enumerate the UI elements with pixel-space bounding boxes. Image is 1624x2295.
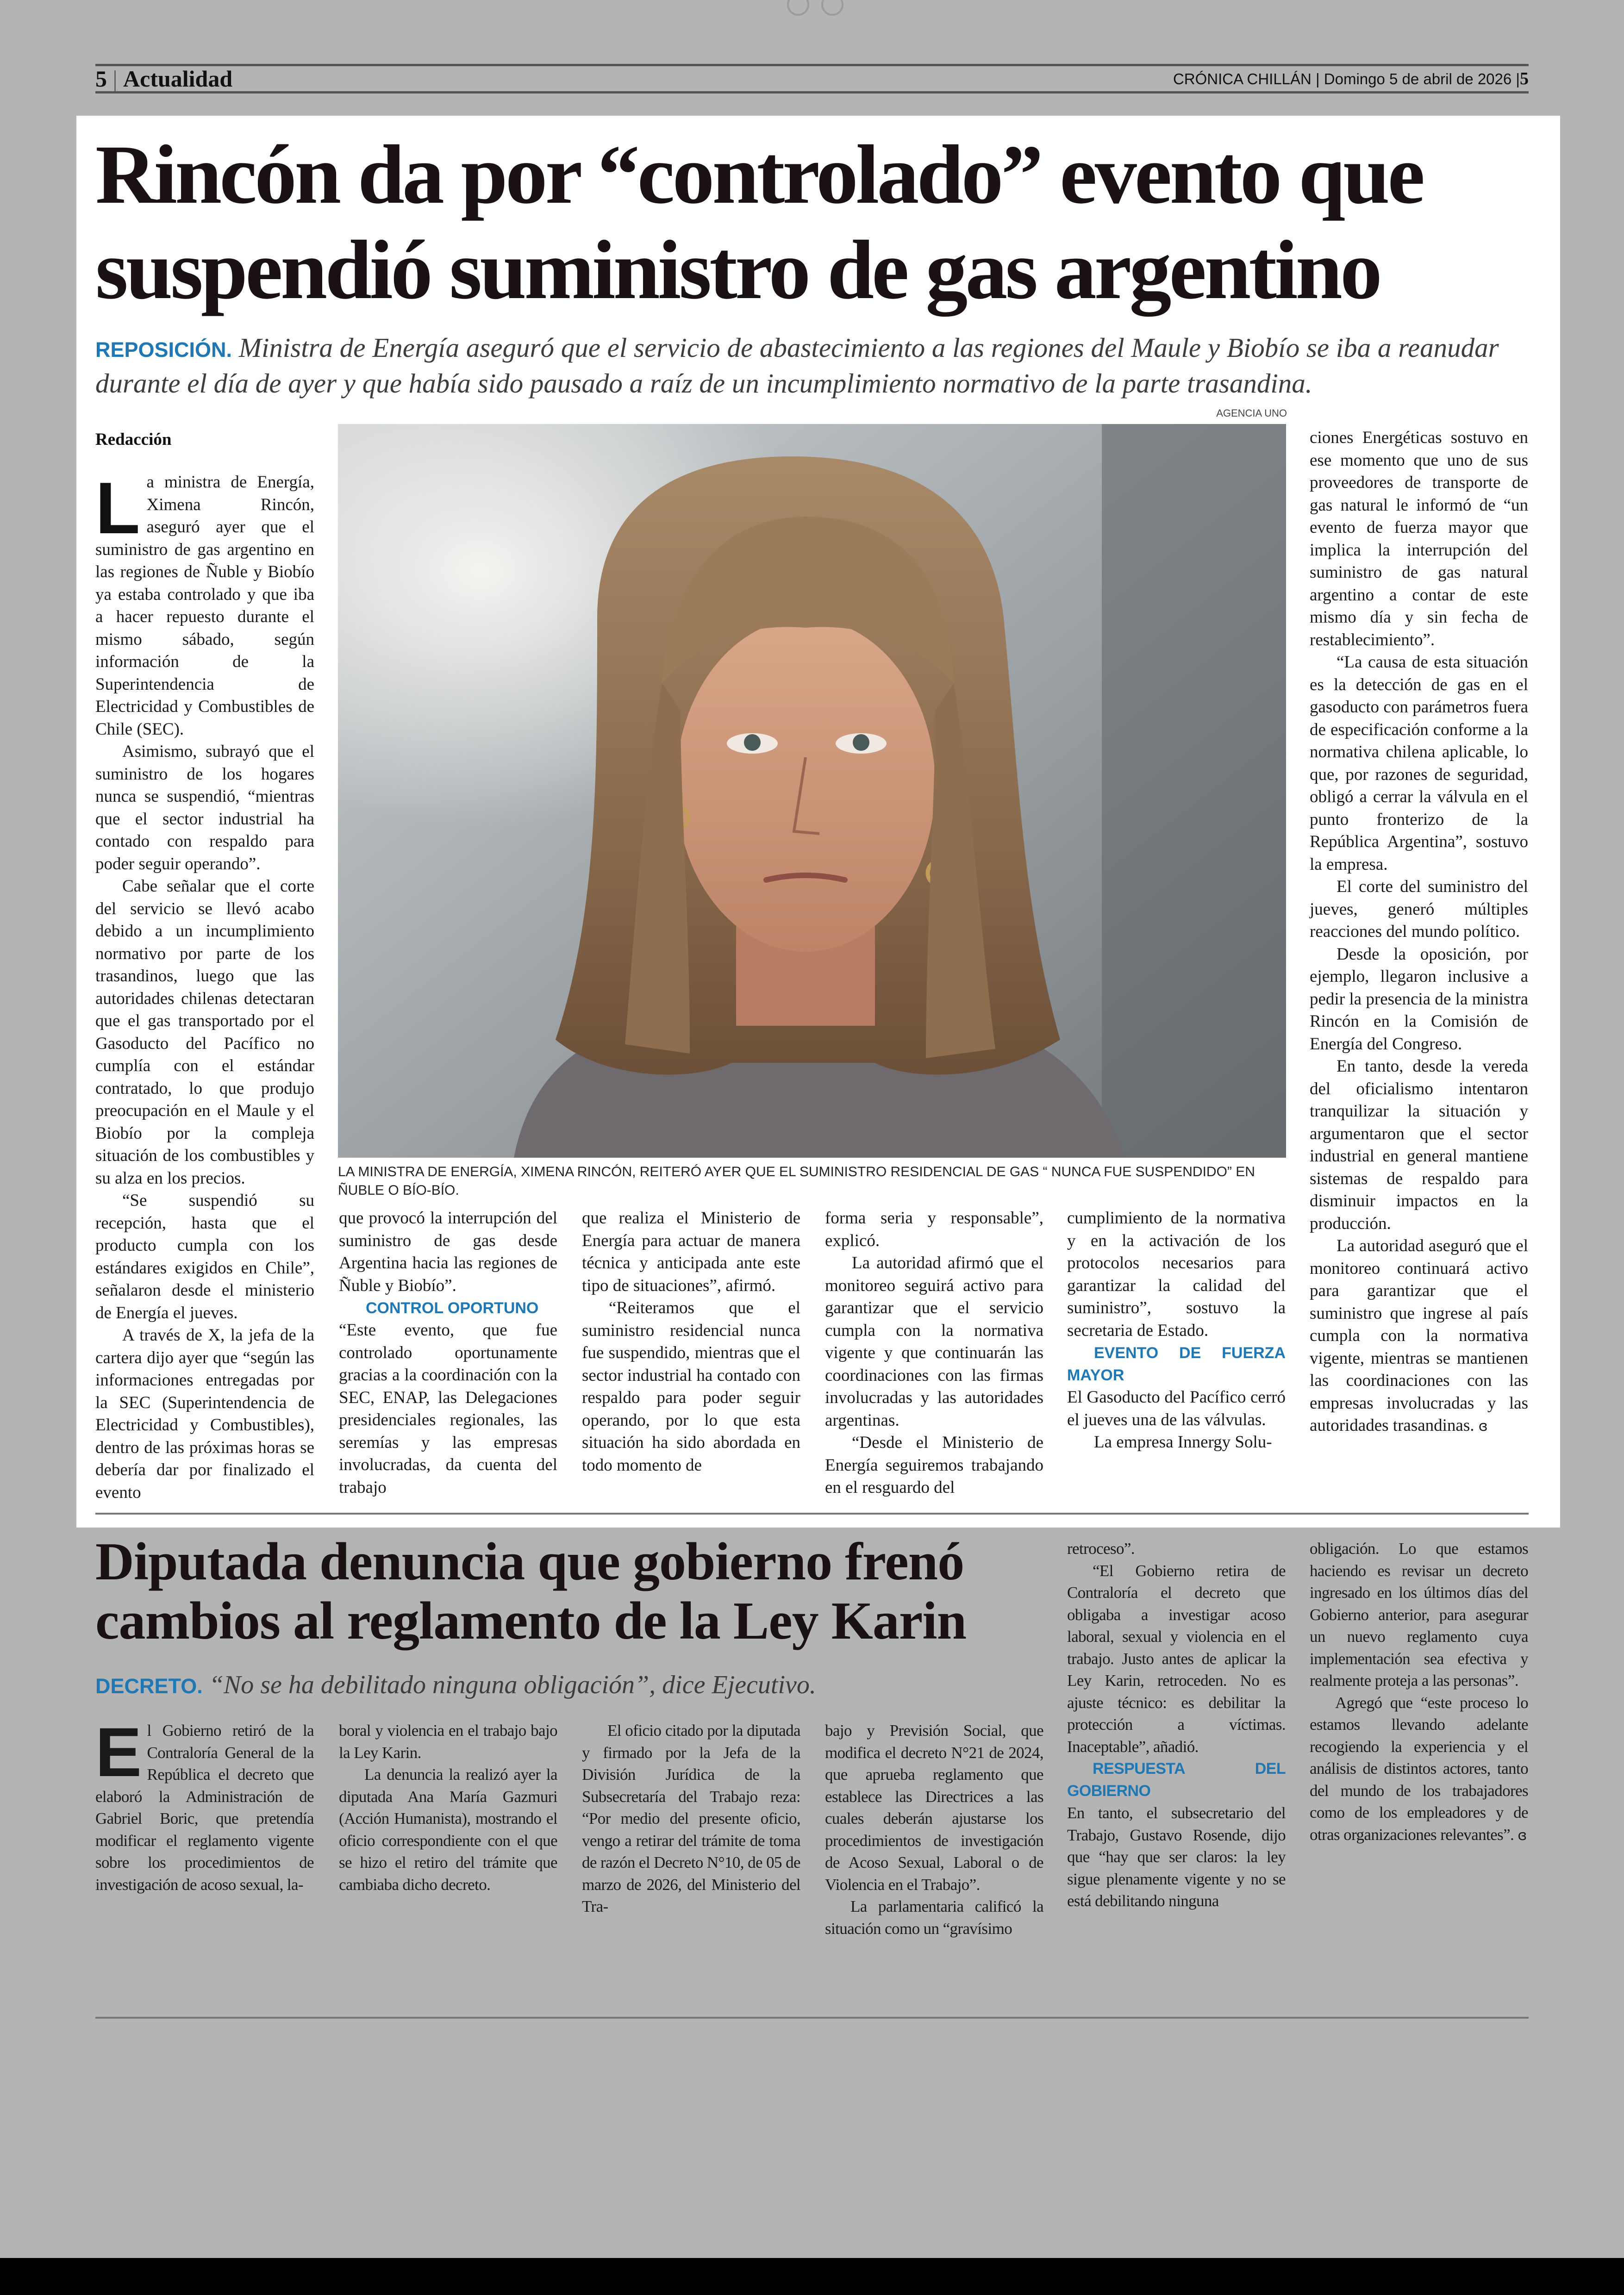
article-column-5 (1067, 1207, 1286, 1454)
article-column-6 (1310, 1538, 1528, 1846)
article-paragraph: “Se suspendió su recepción, hasta que el producto cumpla con los estándares exigidos en Chile”, señalaron desde el ministerio de Energía el jueves. (95, 1191, 314, 1322)
article-column-2 (339, 1720, 557, 1896)
article-paragraph: l Gobierno retiró de la Contraloría General de la República el decreto que elaboró la Administración de Gabriel Boric, que pretendía modificar el reglamento vigente sobre los procedimientos de investigación de acoso sexual, la- (95, 1721, 314, 1894)
article-paragraph: Desde la oposición, por ejemplo, llegaron inclusive a pedir la presencia de la ministra Rincón en la Comisión de Energía del Congreso. (1310, 944, 1528, 1054)
article-paragraph: Cabe señalar que el corte del servicio se llevó acabo debido a un incumplimiento normativo por parte de los trasandinos, luego que las autoridades chilenas detectaran que el gas transportado por el Gasoducto del Pacífico no cumplía con el estándar contratado, lo que produjo preocupación en el Maule y el Biobío por la compleja situación de los combustibles y su alza en los precios. (95, 877, 314, 1188)
drop-cap: E (95, 1713, 142, 1791)
article-paragraph: ciones Energéticas sostuvo en ese momento que uno de sus proveedores de transporte de gas natural le informó de “un evento de fuerza mayor que implica la interrupción del suministro de gas natural argentino a contar de este mismo día y sin fecha de restablecimiento”. (1310, 428, 1528, 649)
article-paragraph: Asimismo, subrayó que el suministro de los hogares nunca se suspendió, “mientras que el sector industrial ha contado con respaldo para poder seguir operando”. (95, 742, 314, 873)
article-column-3 (582, 1720, 800, 1918)
article-paragraph: El oficio citado por la diputada y firmado por la Jefa de la División Jurídica de la Subsecretaría del Trabajo reza: “Por medio del presente oficio, vengo a retirar del trámite de toma de razón el Decreto N°10, de 05 de marzo de 2026, del Ministerio del Tra- (582, 1721, 800, 1915)
article-column-2 (339, 1207, 557, 1499)
article-subhead: RESPUESTA DEL GOBIERNO (1067, 1760, 1286, 1800)
article-paragraph: obligación. Lo que estamos haciendo es revisar un decreto ingresado en los últimos días del Gobierno anterior, para asegurar un nuevo reglamento cuya implementación sea efectiva y realmente proteja a las personas”. (1310, 1540, 1528, 1690)
article-column-1 (95, 468, 314, 1504)
article-deck-text: “No se ha debilitado ninguna obligación”, dice Ejecutivo. (209, 1671, 816, 1699)
article-deck (95, 331, 1530, 400)
folio-section: 5 | Actualidad (95, 66, 233, 92)
article-paragraph: “Este evento, que fue controlado oportunamente gracias a la coordinación con la SEC, ENAP, las Delegaciones presidenciales regionales, las seremías y las empresas involucradas, da cuenta del trabajo (339, 1321, 557, 1497)
page-dot[interactable] (821, 0, 843, 16)
article-column-1 (95, 1713, 314, 1896)
article-paragraph: “Reiteramos que el suministro residencial nunca fue suspendido, mientras que el sector industrial ha contado con respaldo para poder seguir operando, por lo que esta situación ha sido abordada en todo momento de (582, 1298, 800, 1475)
article-kicker: DECRETO. (95, 1674, 203, 1698)
article-byline: Redacción (95, 430, 172, 449)
article-subhead: EVENTO DE FUERZA MAYOR (1067, 1344, 1286, 1384)
end-of-article-icon: ɞ (1518, 1827, 1527, 1844)
article-column-6 (1310, 427, 1528, 1438)
page-indicator[interactable] (787, 0, 843, 16)
article-subhead: CONTROL OPORTUNO (366, 1299, 539, 1317)
publication-date: Domingo 5 de abril de 2026 (1324, 70, 1512, 87)
article-paragraph: En tanto, desde la vereda del oficialismo intentaron tranquilizar la situación y argumentaron que el sector industrial en general mantiene sistemas de respaldo para disminuir impactos en la producción. (1310, 1057, 1528, 1233)
folio-page-number: 5 (95, 66, 107, 92)
article-paragraph: retroceso”. (1067, 1540, 1135, 1558)
minister-photo (338, 424, 1286, 1158)
article-paragraph: La empresa Innergy Solu- (1094, 1433, 1272, 1452)
article-paragraph: La denuncia la realizó ayer la diputada Ana María Gazmuri (Acción Humanista), mostrando el oficio correspondiente con el que se hizo el retiro del trámite que cambiaba dicho decreto. (339, 1765, 557, 1894)
article-paragraph: bajo y Previsión Social, que modifica el decreto N°21 de 2024, que aprueba reglamento que establece las Directrices a las cuales deberán ajustarse los procedimientos de investigación de Acoso Sexual, Laboral o de Violencia en el Trabajo”. (825, 1721, 1043, 1894)
photo-caption: LA MINISTRA DE ENERGÍA, XIMENA RINCÓN, REITERÓ AYER QUE EL SUMINISTRO RESIDENCIAL DE GAS “ NUNCA FUE SUSPENDIDO” EN ÑUBLE O BÍO-BÍO. (338, 1164, 1255, 1198)
page-dot[interactable] (787, 0, 809, 16)
folio-section-name: Actualidad (123, 66, 233, 92)
article-paragraph: La autoridad afirmó que el monitoreo seguirá activo para garantizar que el servicio cumpla con la normativa vigente y que continuarán las coordinaciones con las firmas involucradas y las autoridades argentinas. (825, 1254, 1043, 1430)
folio-publication: CRÓNICA CHILLÁN | Domingo 5 de abril de 2026 |5 (1173, 69, 1529, 88)
article-paragraph: a ministra de Energía, Ximena Rincón, aseguró ayer que el suministro de gas argentino en las regiones de Ñuble y Biobío ya estaba controlado y que iba a hacer repuesto durante el mismo sábado, según información de la Superintendencia de Electricidad y Combustibles de Chile (SEC). (95, 473, 314, 739)
article-paragraph: La autoridad aseguró que el monitoreo continuará activo para garantizar que el suministro que ingrese al país cumpla con la normativa vigente, mientras se mantienen las coordinaciones con las empresas involucradas y las autoridades trasandinas. (1310, 1236, 1528, 1435)
drop-cap: L (95, 468, 140, 549)
article-headline: Rincón da por “controlado” evento que suspendió suministro de gas argentino (95, 128, 1423, 317)
article-paragraph: forma seria y responsable”, explicó. (825, 1209, 1043, 1250)
folio-page-number-right: 5 (1520, 69, 1529, 88)
article-paragraph: que provocó la interrupción del suministro de gas desde Argentina hacia las regiones de Ñuble y Biobío”. (339, 1209, 557, 1295)
article-paragraph: boral y violencia en el trabajo bajo la Ley Karin. (339, 1721, 557, 1762)
article-column-3 (582, 1207, 800, 1477)
article-paragraph: El Gasoducto del Pacífico cerró el jueves una de las válvulas. (1067, 1388, 1286, 1429)
article-paragraph: “El Gobierno retira de Contraloría el decreto que obligaba a investigar acoso laboral, sexual y violencia en el trabajo. Justo antes de aplicar la Ley Karin, retroceden. No es ajuste técnico: es debilitar la protección a víctimas. Inaceptable”, añadió. (1067, 1561, 1286, 1756)
article-paragraph: “Desde el Ministerio de Energía seguiremos trabajando en el resguardo del (825, 1433, 1043, 1497)
article-paragraph: cumplimiento de la normativa y en la activación de los protocolos necesarios para garantizar la calidad del suministro”, sostuvo la secretaria de Estado. (1067, 1209, 1286, 1340)
article-deck (95, 1669, 1068, 1703)
article-divider (95, 1513, 1529, 1515)
article-paragraph: En tanto, el subsecretario del Trabajo, Gustavo Rosende, dijo que “hay que ser claros: la ley sigue plenamente vigente y no se está debilitando ninguna (1067, 1804, 1286, 1910)
page-bottom-rule (95, 2017, 1529, 2019)
article-paragraph: La parlamentaria calificó la situación como un “gravísimo (825, 1897, 1043, 1938)
article-column-5 (1067, 1538, 1286, 1912)
article-paragraph: A través de X, la jefa de la cartera dijo ayer que “según las informaciones entregadas por la SEC (Superintendencia de Electricidad y Combustibles), dentro de las próximas horas se debería dar por finalizado el evento (95, 1326, 314, 1502)
article-column-4 (825, 1207, 1043, 1499)
photo-credit: AGENCIA UNO (1216, 407, 1287, 419)
article-paragraph: Agregó que “este proceso lo estamos llevando adelante recogiendo la experiencia y el análisis de distintos actores, tanto del mundo de los trabajadores como de los empleadores y de otras organizaciones relevantes”. (1310, 1693, 1528, 1844)
publication-name: CRÓNICA CHILLÁN (1173, 70, 1312, 87)
article-deck-text: Ministra de Energía aseguró que el servicio de abastecimiento a las regiones del Maule y Biobío se iba a reanudar durante el día de ayer y que había sido pausado a raíz de un incumplimiento normativo de la parte trasandina. (95, 332, 1499, 399)
portrait-illustration (338, 424, 1286, 1158)
end-of-article-icon: ɞ (1478, 1418, 1488, 1434)
article-kicker: REPOSICIÓN. (95, 338, 232, 362)
article-paragraph: “La causa de esta situación es la detección de gas en el gasoducto con parámetros fuera de especificación conforme a la normativa chilena aplicable, lo que, por razones de seguridad, obligó a cerrar la válvula en el punto fronterizo de la República Argentina”, sostuvo la empresa. (1310, 653, 1528, 874)
viewer-bottom-bar (0, 2258, 1624, 2295)
page-folio (95, 64, 1529, 94)
article-column-4 (825, 1720, 1043, 1940)
article-paragraph: que realiza el Ministerio de Energía para actuar de manera técnica y anticipada ante este tipo de situaciones”, afirmó. (582, 1209, 800, 1295)
article-headline: Diputada denuncia que gobierno frenó cambios al reglamento de la Ley Karin (95, 1532, 967, 1651)
article-paragraph: El corte del suministro del jueves, generó múltiples reacciones del mundo político. (1310, 877, 1528, 941)
